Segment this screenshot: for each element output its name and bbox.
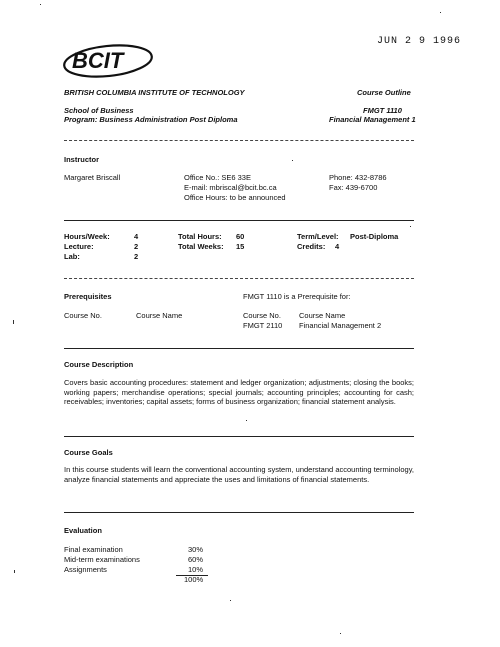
description-heading: Course Description xyxy=(64,360,134,369)
lab-value: 2 xyxy=(134,252,139,261)
instructor-phone: Phone: 432-8786 xyxy=(329,173,387,182)
total-weeks-label: Total Weeks: xyxy=(178,242,224,251)
next-course-no-header: Course No. xyxy=(243,311,281,320)
scan-speck xyxy=(246,420,247,421)
course-description-text: Covers basic accounting procedures: statement and ledger organization; adjustments; closing the books; working papers; merchandise operations; special journals; accounting principles; accounting for cash; receivables; inventories; capital assets; forms of business organization; financial statement analysis. xyxy=(64,378,414,407)
credits-value: 4 xyxy=(335,242,340,251)
total-weeks-value: 15 xyxy=(236,242,245,251)
next-course-name: Financial Management 2 xyxy=(299,321,382,330)
institute-name: BRITISH COLUMBIA INSTITUTE OF TECHNOLOGY xyxy=(64,88,245,97)
lecture-label: Lecture: xyxy=(64,242,94,251)
logo-wordmark: BCIT xyxy=(72,48,124,73)
eval-item-value: 10% xyxy=(188,565,204,574)
office-hours: Office Hours: to be announced xyxy=(184,193,286,202)
scan-speck xyxy=(340,633,341,634)
eval-item-value: 30% xyxy=(188,545,204,554)
received-date-stamp: JUN 2 9 1996 xyxy=(377,36,462,47)
prereq-course-name-header: Course Name xyxy=(136,311,183,320)
next-course-no: FMGT 2110 xyxy=(243,321,283,330)
divider xyxy=(64,140,414,141)
eval-total: 100% xyxy=(184,575,204,584)
eval-item-value: 60% xyxy=(188,555,204,564)
prerequisites-heading: Prerequisites xyxy=(64,292,112,301)
total-hours-value: 60 xyxy=(236,232,245,241)
lecture-value: 2 xyxy=(134,242,139,251)
bcit-logo xyxy=(58,38,158,80)
term-level-label: Term/Level: xyxy=(297,232,339,241)
credits-label: Credits: xyxy=(297,242,326,251)
school-name: School of Business xyxy=(64,106,134,115)
course-code: FMGT 1110 xyxy=(363,106,402,115)
program-name: Program: Business Administration Post Diploma xyxy=(64,115,238,124)
course-goals-text: In this course students will learn the conventional accounting system, understand accounting terminology, analyze financial statements and appreciate the uses and limitations of financial statements. xyxy=(64,465,414,484)
document-type: Course Outline xyxy=(357,88,411,97)
prerequisite-for-text: FMGT 1110 is a Prerequisite for: xyxy=(243,292,351,301)
total-hours-label: Total Hours: xyxy=(178,232,222,241)
scan-speck xyxy=(410,226,411,227)
course-title: Financial Management 1 xyxy=(329,115,416,124)
divider xyxy=(64,278,414,279)
scan-speck xyxy=(292,160,293,161)
scan-speck xyxy=(13,320,14,324)
hours-per-week-value: 4 xyxy=(134,232,139,241)
divider xyxy=(64,348,414,349)
instructor-email: E-mail: mbriscal@bcit.bc.ca xyxy=(184,183,277,192)
hours-per-week-label: Hours/Week: xyxy=(64,232,110,241)
eval-item-label: Final examination xyxy=(64,545,123,554)
instructor-heading: Instructor xyxy=(64,155,100,164)
next-course-name-header: Course Name xyxy=(299,311,346,320)
term-level-value: Post-Diploma xyxy=(350,232,399,241)
evaluation-heading: Evaluation xyxy=(64,526,102,535)
divider xyxy=(64,220,414,221)
eval-item-label: Assignments xyxy=(64,565,107,574)
goals-heading: Course Goals xyxy=(64,448,113,457)
prereq-course-no-header: Course No. xyxy=(64,311,102,320)
scan-speck xyxy=(14,570,15,573)
scan-speck xyxy=(440,12,441,13)
lab-label: Lab: xyxy=(64,252,80,261)
instructor-fax: Fax: 439-6700 xyxy=(329,183,378,192)
scan-speck xyxy=(40,4,41,5)
divider xyxy=(64,436,414,437)
instructor-name: Margaret Briscall xyxy=(64,173,121,182)
divider xyxy=(64,512,414,513)
scan-speck xyxy=(230,600,231,601)
eval-item-label: Mid-term examinations xyxy=(64,555,140,564)
office-number: Office No.: SE6 33E xyxy=(184,173,251,182)
